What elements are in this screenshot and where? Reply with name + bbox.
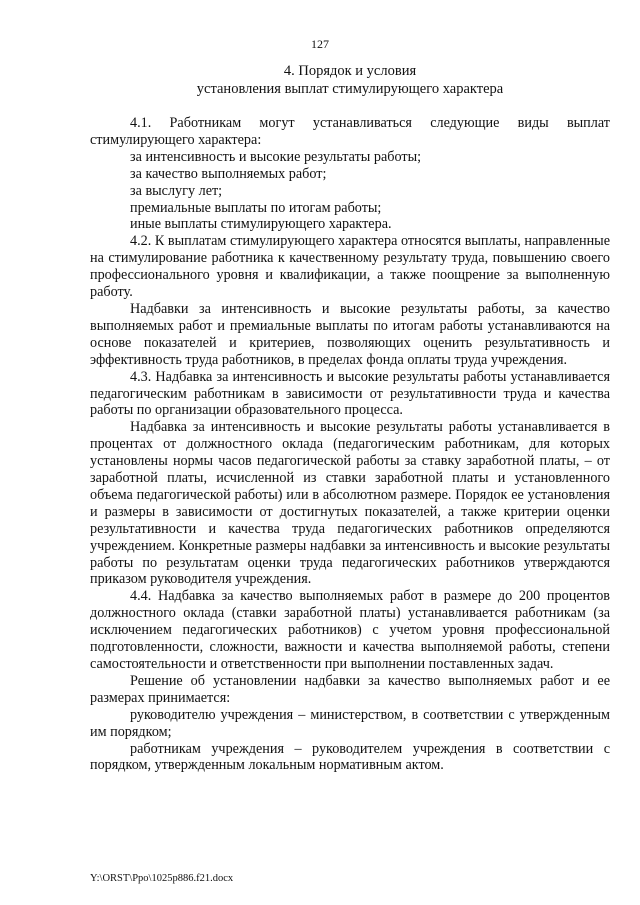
list-item: иные выплаты стимулирующего характера. (130, 216, 392, 233)
list-item: за интенсивность и высокие результаты работы; (130, 148, 422, 165)
paragraph: руководителю учреждения – министерством, в соответствии с утвержденным им порядком; (90, 706, 610, 740)
list-item: премиальные выплаты по итогам работы; (130, 199, 382, 216)
section-heading (90, 62, 610, 98)
page-number: 127 (311, 37, 329, 51)
document-body (90, 115, 610, 774)
paragraph: Надбавки за интенсивность и высокие результаты работы, за качество выполняемых работ и премиальные выплаты по итогам работы устанавливаются на основе показателей и критериев, позволяющих оценить результативность и эффективность труда работников, в пределах фонда оплаты труда учреждения. (90, 300, 610, 368)
section-heading-line-1: 4. Порядок и условия (283, 63, 417, 79)
list-item: за выслугу лет; (130, 182, 223, 199)
paragraph-4-2: 4.2. К выплатам стимулирующего характера относятся выплаты, направленные на стимулирование работника к качественному результату труда, повышению своего профессионального уровня и квалификации, а также поощрение за выполненную работу. (90, 233, 610, 301)
paragraph-4-1: 4.1. Работникам могут устанавливаться следующие виды выплат стимулирующего характера: (90, 115, 610, 148)
list-item: за качество выполняемых работ; (130, 165, 327, 182)
paragraph-4-3: 4.3. Надбавка за интенсивность и высокие результаты работы устанавливается педагогическим работникам в зависимости от результативности труда и качества работы по организации образовательного процесса. (90, 368, 610, 419)
footer-file-path: Y:\ORST\Ppo\1025p886.f21.docx (90, 873, 234, 884)
section-heading-line-2: установления выплат стимулирующего характера (196, 81, 504, 97)
paragraph: работникам учреждения – руководителем учреждения в соответствии с порядком, утвержденным локальным нормативным актом. (90, 740, 610, 774)
paragraph: Надбавка за интенсивность и высокие результаты работы устанавливается в процентах от должностного оклада (педагогическим работникам, для которых установлены нормы часов педагогической работы за ставку заработной платы, – от заработной платы, исчисленной из ставки заработной платы и установленного объема педагогической работы) или в абсолютном размере. Порядок ее установления и размеры в зависимости от достигнутых показателей, а также критерии оценки результативности и качества труда педагогических работников определяются учреждением. Конкретные размеры надбавки за интенсивность и высокие результаты работы по результатам оценки труда педагогических работников утверждаются приказом руководителя учреждения. (90, 419, 610, 588)
paragraph-4-4: 4.4. Надбавка за качество выполняемых работ в размере до 200 процентов должностного оклада (ставки заработной платы) устанавливается работникам (за исключением педагогических работников) с учетом уровня профессиональной подготовленности, сложности, важности и качества выполняемой работы, степени самостоятельности и ответственности при выполнении поставленных задач. (90, 588, 610, 672)
paragraph: Решение об установлении надбавки за качество выполняемых работ и ее размерах принимается: (90, 672, 610, 706)
